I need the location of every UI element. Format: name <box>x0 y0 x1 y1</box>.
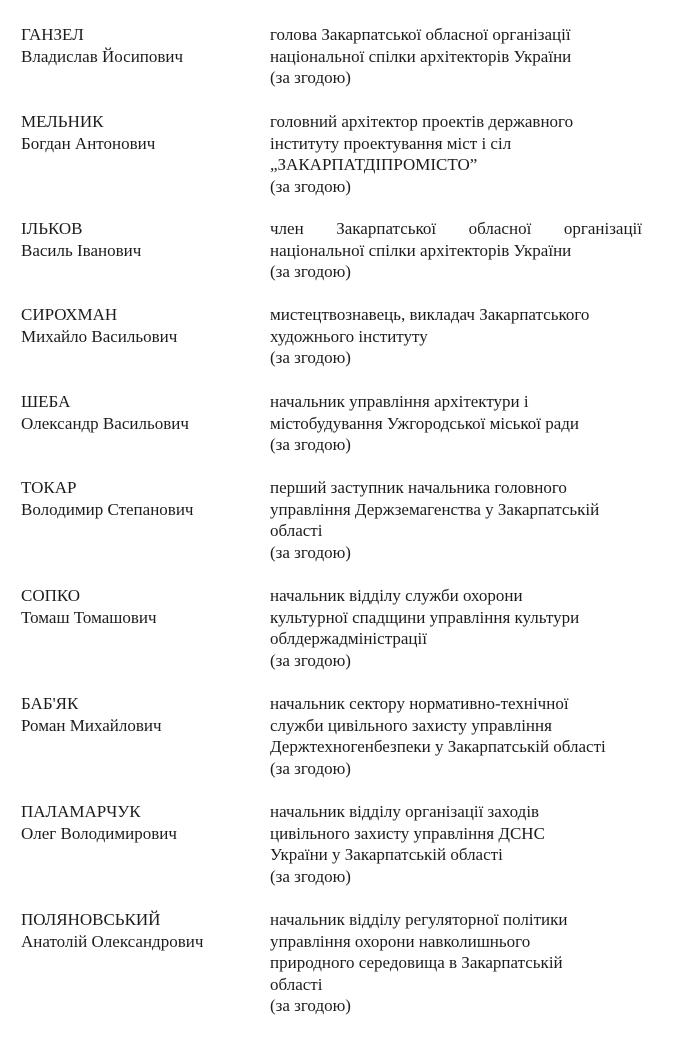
member-surname: ПАЛАМАРЧУК <box>21 802 141 821</box>
position-line: перший заступник начальника головного <box>270 478 567 497</box>
member-position <box>270 304 642 369</box>
consent-note: (за згодою) <box>270 262 351 281</box>
consent-note: (за згодою) <box>270 866 351 886</box>
position-line: „ЗАКАРПАТДІПРОМІСТО” <box>270 155 478 174</box>
member-name <box>21 693 261 736</box>
position-line: голова Закарпатської обласної організації <box>270 25 571 44</box>
position-line: головний архітектор проектів державного <box>270 112 574 131</box>
member-name <box>21 909 261 952</box>
position-line: начальник відділу регуляторної політики <box>270 910 568 929</box>
member-position <box>270 693 642 779</box>
consent-note: (за згодою) <box>270 542 351 562</box>
member-given-names: Михайло Васильович <box>21 326 178 346</box>
member-position <box>270 477 642 563</box>
member-surname: ПОЛЯНОВСЬКИЙ <box>21 910 161 929</box>
position-line: мистецтвознавець, викладач Закарпатського <box>270 305 590 324</box>
consent-note: (за згодою) <box>270 68 351 87</box>
position-line: член Закарпатської обласної організації <box>270 219 642 238</box>
member-position <box>270 24 642 89</box>
position-line: національної спілки архітекторів України <box>270 46 572 66</box>
position-line: культурної спадщини управління культури <box>270 607 580 627</box>
position-line: облдержадміністрації <box>270 629 427 648</box>
consent-note: (за згодою) <box>270 758 351 778</box>
position-line: начальник управління архітектури і <box>270 392 529 411</box>
member-position <box>270 801 642 887</box>
member-name <box>21 304 261 347</box>
member-given-names: Анатолій Олександрович <box>21 931 204 951</box>
position-line: начальник сектору нормативно-технічної <box>270 694 569 713</box>
position-line: природного середовища в Закарпатській <box>270 953 563 972</box>
position-line: начальник відділу організації заходів <box>270 802 540 821</box>
position-line: містобудування Ужгородської міської ради <box>270 413 580 433</box>
consent-note: (за згодою) <box>270 435 351 454</box>
member-given-names: Володимир Степанович <box>21 499 194 519</box>
member-position <box>270 111 642 197</box>
position-line: Держтехногенбезпеки у Закарпатській області <box>270 737 606 756</box>
member-surname: ГАНЗЕЛ <box>21 25 84 44</box>
member-surname: ШЕБА <box>21 392 71 411</box>
consent-note: (за згодою) <box>270 650 351 670</box>
position-line: інституту проектування міст і сіл <box>270 133 512 153</box>
member-name <box>21 585 261 628</box>
position-line: області <box>270 974 323 994</box>
consent-note: (за згодою) <box>270 348 351 367</box>
member-surname: СИРОХМАН <box>21 305 118 324</box>
member-surname: ІЛЬКОВ <box>21 219 83 238</box>
member-given-names: Владислав Йосипович <box>21 46 184 66</box>
member-given-names: Богдан Антонович <box>21 133 156 153</box>
member-name <box>21 477 261 520</box>
position-line: служби цивільного захисту управління <box>270 715 552 735</box>
member-position <box>270 909 642 1017</box>
position-line: цивільного захисту управління ДСНС <box>270 823 545 843</box>
position-line: управління Держземагенства у Закарпатській <box>270 499 600 519</box>
member-given-names: Роман Михайлович <box>21 715 162 735</box>
member-surname: МЕЛЬНИК <box>21 112 104 131</box>
member-position <box>270 585 642 671</box>
position-line: художнього інституту <box>270 326 428 346</box>
member-name <box>21 801 261 844</box>
member-position <box>270 218 642 283</box>
member-name <box>21 391 261 434</box>
member-given-names: Томаш Томашович <box>21 607 157 627</box>
member-surname: СОПКО <box>21 586 81 605</box>
member-name <box>21 24 261 67</box>
member-name <box>21 218 261 261</box>
position-line: національної спілки архітекторів України <box>270 240 572 260</box>
member-given-names: Василь Іванович <box>21 240 142 260</box>
consent-note: (за згодою) <box>270 996 351 1015</box>
member-position <box>270 391 642 456</box>
position-line: управління охорони навколишнього <box>270 931 531 951</box>
member-given-names: Олександр Васильович <box>21 413 189 433</box>
member-surname: ТОКАР <box>21 478 77 497</box>
consent-note: (за згодою) <box>270 176 351 196</box>
position-line: області <box>270 521 323 540</box>
position-line: України у Закарпатській області <box>270 845 503 864</box>
member-given-names: Олег Володимирович <box>21 823 177 843</box>
member-name <box>21 111 261 154</box>
member-surname: БАБ'ЯК <box>21 694 79 713</box>
position-line: начальник відділу служби охорони <box>270 586 523 605</box>
